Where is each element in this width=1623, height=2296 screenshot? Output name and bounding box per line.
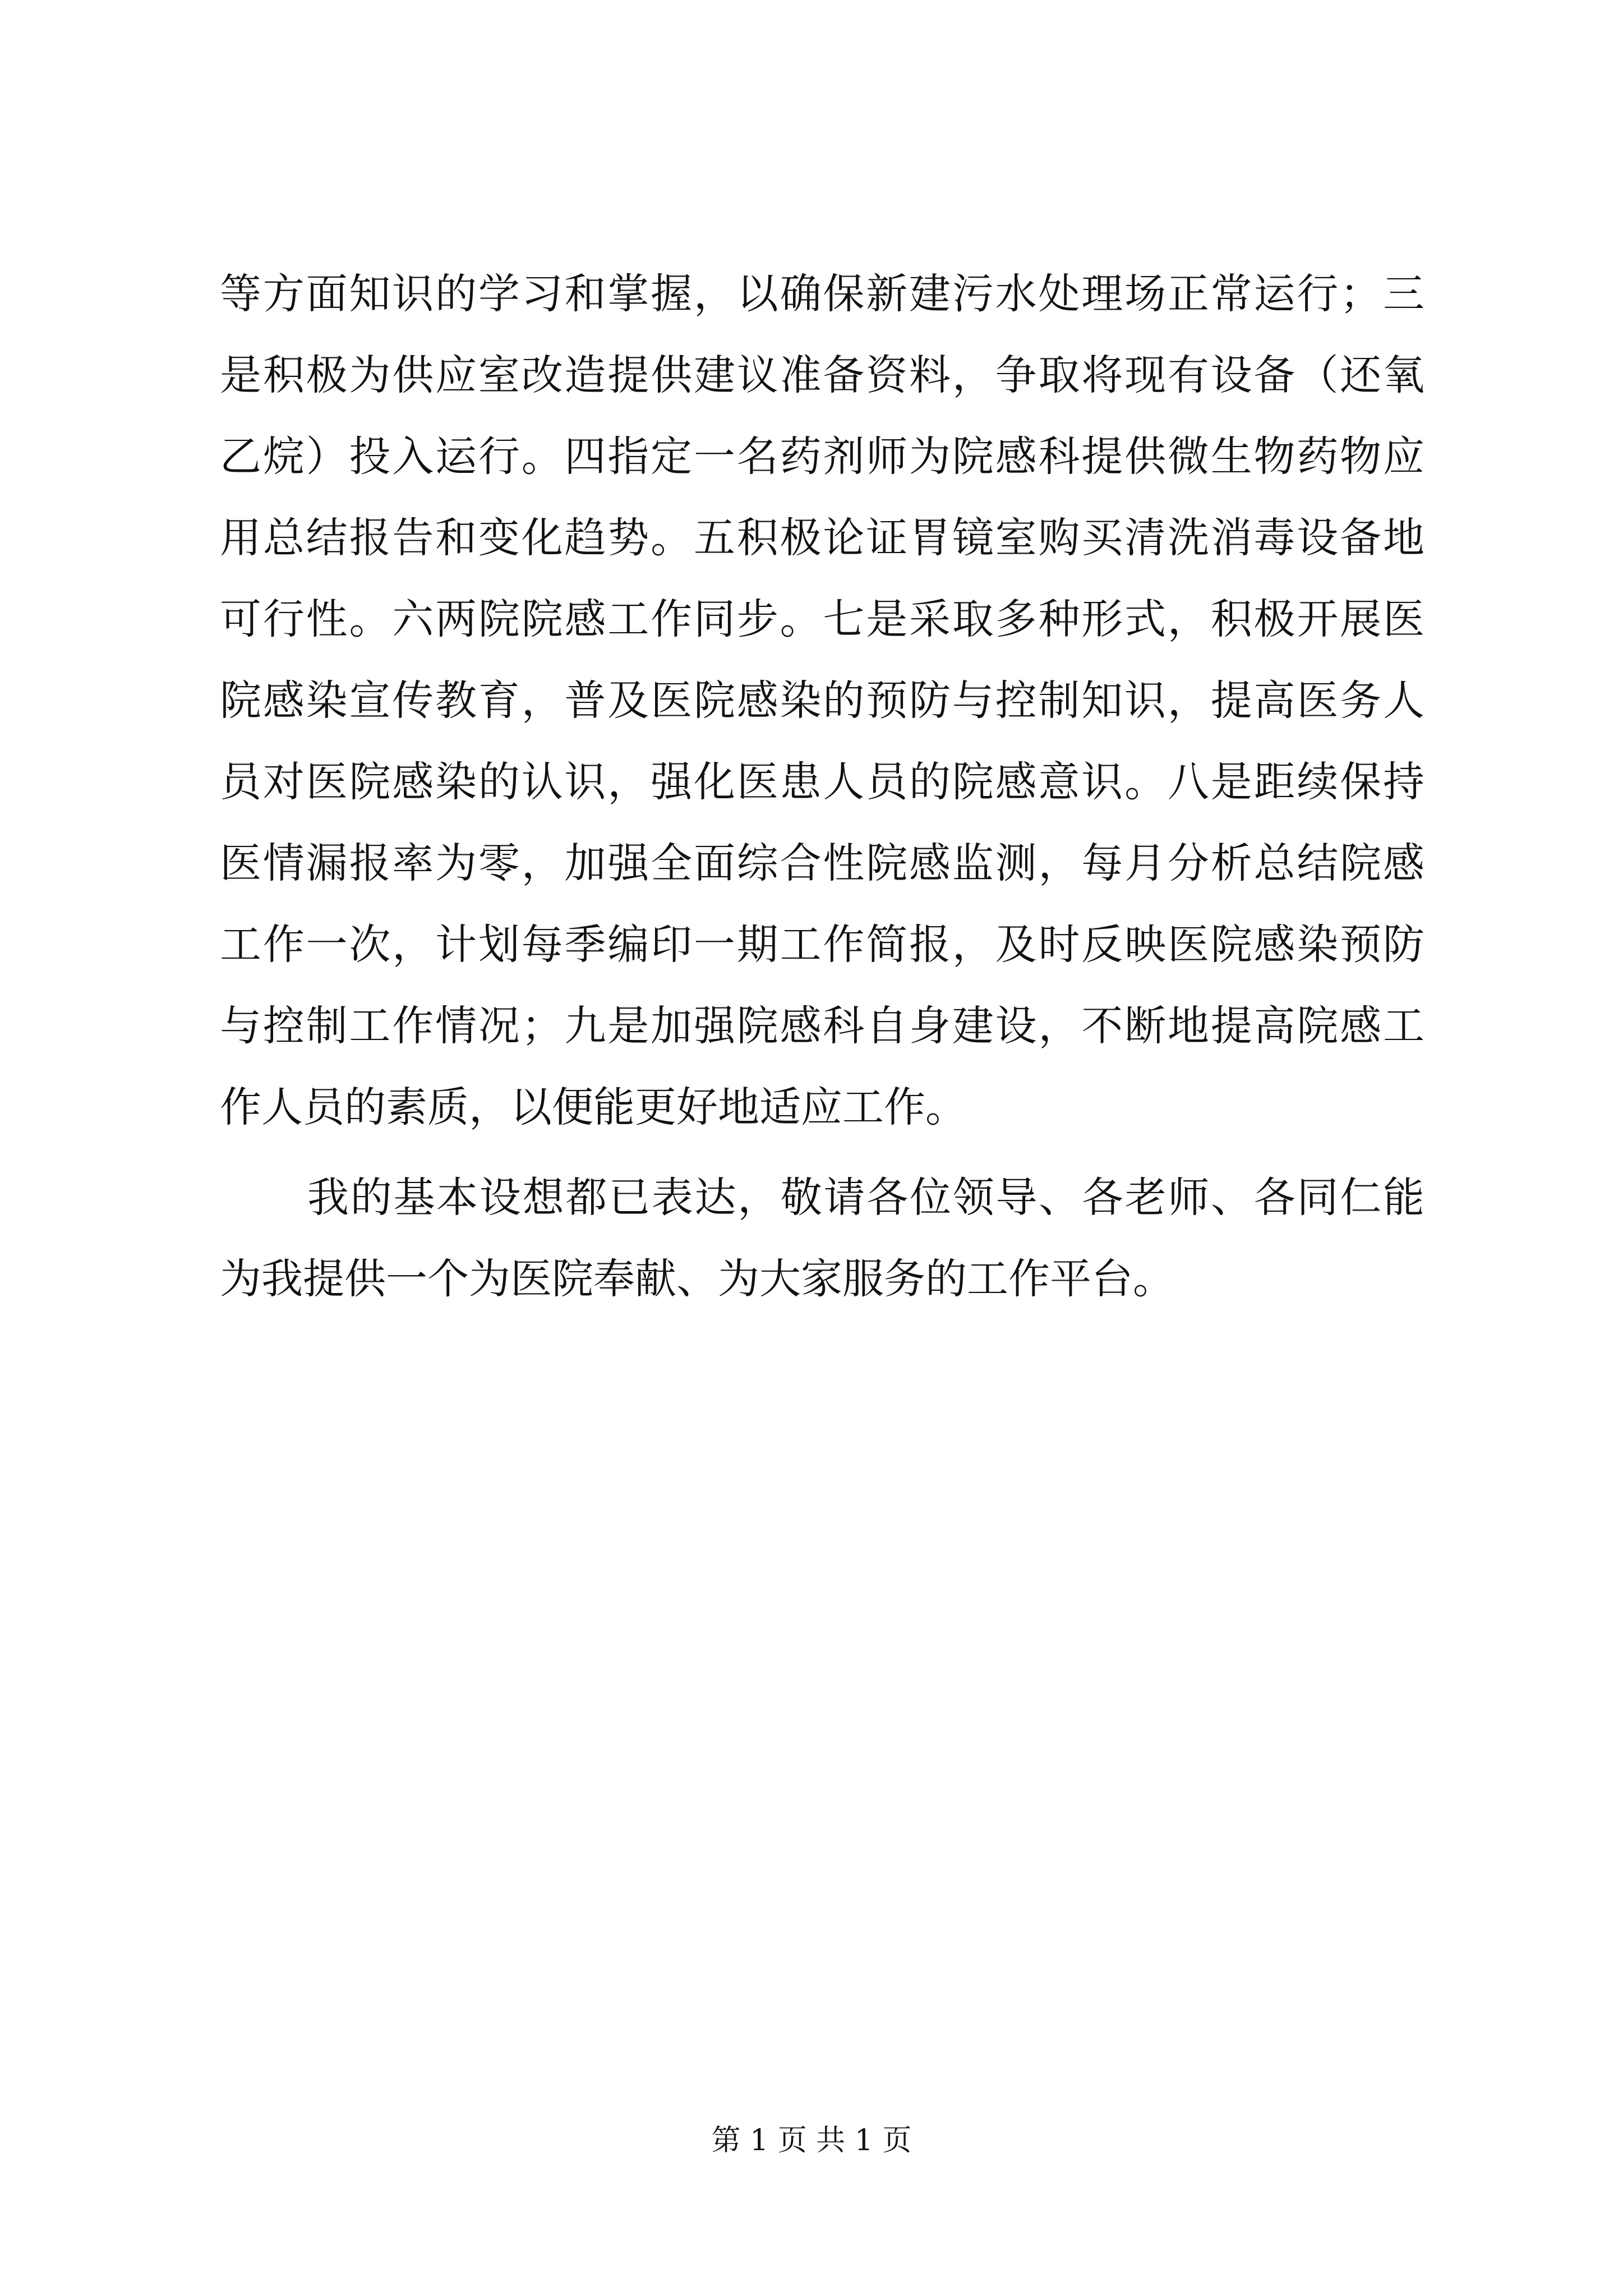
paragraph-1 (220, 254, 1424, 1148)
paragraph-line: 等方面知识的学习和掌握，以确保新建污水处理场正常运行；三 (220, 270, 1424, 318)
paragraph-2 (220, 1157, 1424, 1320)
paragraph-line: 是积极为供应室改造提供建议准备资料，争取将现有设备（还氧 (220, 351, 1424, 399)
page-footer (0, 2118, 1623, 2163)
paragraph-line: 我的基本设想都已表达，敬请各位领导、各老师、各同仁能 (307, 1174, 1424, 1222)
paragraph-gap (220, 1148, 1424, 1157)
paragraph-line: 乙烷）投入运行。四指定一名药剂师为院感科提供微生物药物应 (220, 432, 1424, 481)
paragraph-line: 可行性。六两院院感工作同步。七是采取多种形式，积极开展医 (220, 595, 1424, 643)
paragraph-line: 员对医院感染的认识，强化医患人员的院感意识。八是距续保持 (220, 758, 1424, 806)
paragraph-line: 工作一次，计划每季编印一期工作简报，及时反映医院感染预防 (220, 921, 1424, 969)
document-body (220, 254, 1424, 1320)
paragraph-line: 院感染宣传教育，普及医院感染的预防与控制知识，提高医务人 (220, 677, 1424, 725)
page-number: 第 1 页 共 1 页 (711, 2124, 912, 2157)
paragraph-line: 为我提供一个为医院奉献、为大家服务的工作平台。 (220, 1255, 1174, 1303)
paragraph-line: 作人员的素质，以便能更好地适应工作。 (220, 1083, 967, 1131)
paragraph-line: 与控制工作情况；九是加强院感科自身建设，不断地提高院感工 (220, 1002, 1424, 1050)
paragraph-line: 医情漏报率为零，加强全面综合性院感监测，每月分析总结院感 (220, 839, 1424, 887)
paragraph-line: 用总结报告和变化趋势。五积极论证胃镜室购买清洗消毒设备地 (220, 514, 1424, 562)
